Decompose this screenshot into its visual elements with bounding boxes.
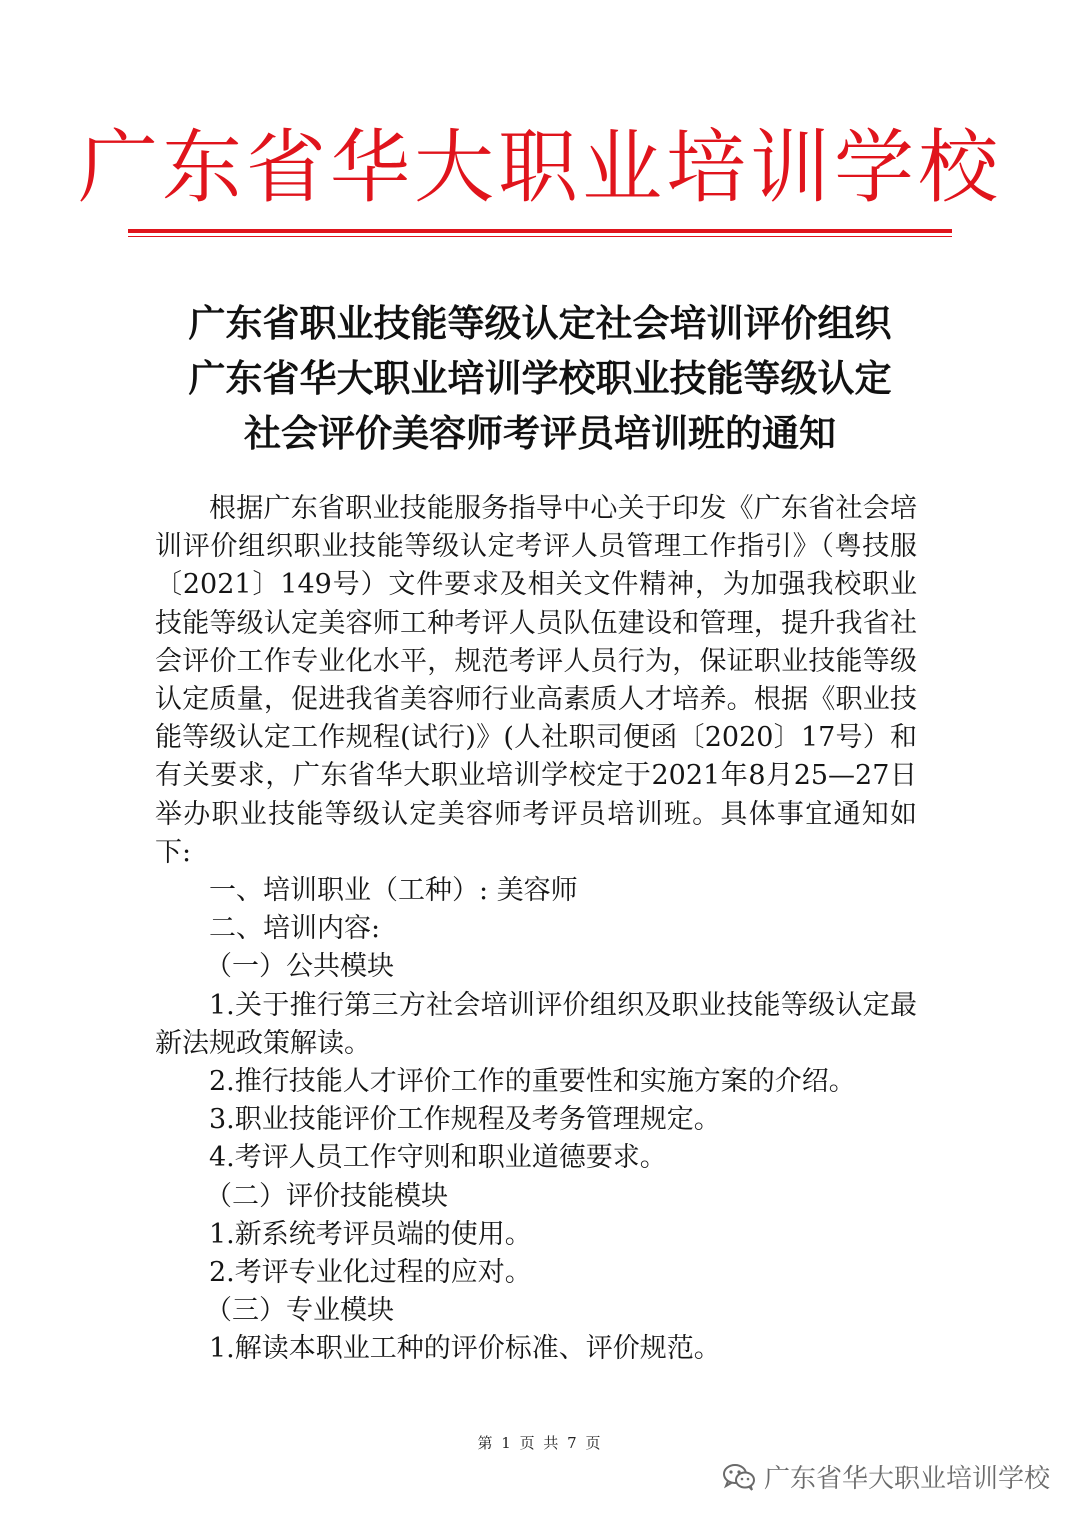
notice-title-line-1: 广东省职业技能等级认定社会培训评价组织 [188, 302, 892, 345]
notice-body [155, 490, 917, 1369]
section-content-heading: 二、培训内容: [209, 913, 381, 945]
page-number: 第 1 页 共 7 页 [477, 1434, 603, 1452]
section-occupation: 一、培训职业（工种）: 美容师 [209, 875, 578, 907]
notice-title-line-2: 广东省华大职业培训学校职业技能等级认定 [188, 357, 892, 400]
wechat-watermark [722, 1458, 1050, 1495]
letterhead-title: 广东省华大职业培训学校 [78, 121, 1002, 214]
letterhead-rule-thin [128, 236, 952, 237]
module-evaluation-item: 2.考评专业化过程的应对。 [209, 1257, 532, 1289]
module-public-item: 2.推行技能人才评价工作的重要性和实施方案的介绍。 [209, 1066, 856, 1098]
module-evaluation-heading: （二）评价技能模块 [205, 1180, 448, 1212]
module-professional-item: 1.解读本职业工种的评价标准、评价规范。 [209, 1333, 721, 1365]
watermark-text: 广东省华大职业培训学校 [763, 1464, 1050, 1494]
module-public-item: 4.考评人员工作守则和职业道德要求。 [209, 1142, 667, 1174]
module-professional-heading: （三）专业模块 [205, 1295, 394, 1327]
module-public-heading: （一）公共模块 [205, 951, 394, 983]
letterhead-rule-thick [128, 229, 952, 233]
notice-title [100, 296, 980, 461]
module-public-item: 3.职业技能评价工作规程及考务管理规定。 [209, 1104, 721, 1136]
module-public-item: 1.关于推行第三方社会培训评价组织及职业技能等级认定最新法规政策解读。 [155, 989, 917, 1059]
intro-paragraph: 根据广东省职业技能服务指导中心关于印发《广东省社会培训评价组织职业技能等级认定考评人员管理工作指引》（粤技服〔2021〕149号）文件要求及相关文件精神，为加强我校职业技能等级认定美容师工种考评人员队伍建设和管理，提升我省社会评价工作专业化水平，规范考评人员行为，保证职业技能等级认定质量，促进我省美容师行业高素质人才培养。根据《职业技能等级认定工作规程(试行)》(人社职司便函〔2020〕17号）和有关要求，广东省华大职业培训学校定于2021年8月25—27日举办职业技能等级认定美容师考评员培训班。具体事宜通知如下: [155, 493, 917, 868]
module-evaluation-item: 1.新系统考评员端的使用。 [209, 1218, 532, 1250]
wechat-icon [722, 1463, 756, 1491]
notice-title-line-3: 社会评价美容师考评员培训班的通知 [244, 412, 836, 455]
